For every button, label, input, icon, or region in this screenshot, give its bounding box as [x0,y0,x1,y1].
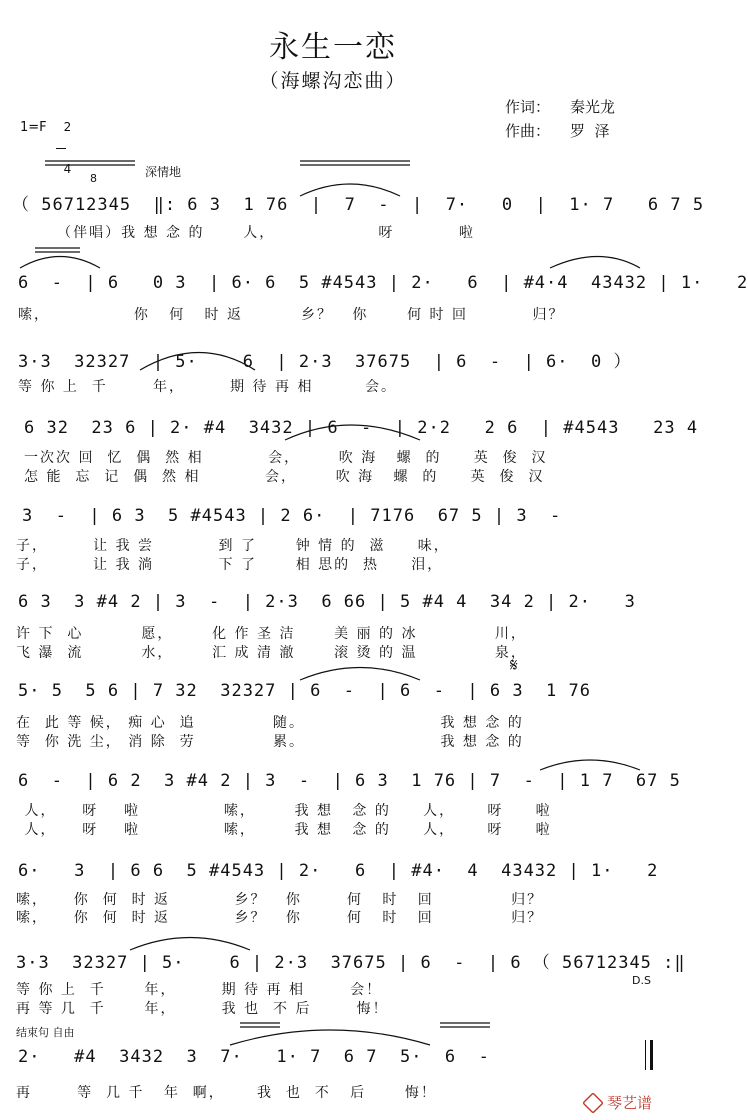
notation-row-10: 3·3 32327 | 5· 6 | 2·3 37675 | 6 - | 6 （ 56712345 :‖ [16,953,686,973]
lyric-row-10-verse-2: 再 等 几 千 年， 我 也 不 后 悔！ [16,1001,389,1017]
lyric-row-10-verse-1: 等 你 上 千 年， 期 待 再 相 会！ [16,982,383,998]
lyric-row-4-verse-2: 怎 能 忘 记 偶 然 相 会， 吹 海 螺 的 英 俊 汉 [24,469,545,485]
slur [285,425,420,440]
slur [300,668,420,681]
lyric-row-1-verse-1: （伴唱）我 想 念 的 人， 呀 啦 [12,225,475,241]
lyric-row-6-verse-1: 许 下 心 愿， 化 作 圣 洁 美 丽 的 冰 川， [16,626,527,642]
time-signature-bottom: 4 [63,162,72,176]
slur [540,760,640,770]
key-signature: 1=F [20,120,47,135]
notation-row-11: 2· #4 3432 3 7· 1· 7 6 7 5· 6 - [18,1047,490,1067]
notation-row-6: 6 3 3 #4 2 | 3 - | 2·3 6 66 | 5 #4 4 34 2 | 2· 3 [18,592,636,612]
dal-segno-mark: D.S [632,974,651,987]
notation-row-8: 6 - | 6 2 3 #4 2 | 3 - | 6 3 1 76 | 7 - | 1 7 67 5 [18,771,681,791]
slur [20,257,100,269]
slur [550,257,640,269]
ending-label: 结束句 自由 [16,1026,75,1039]
site-logo [572,1074,652,1115]
composer-name: 罗 泽 [570,122,610,140]
lyric-row-11-verse-1: 再 等 几 千 年 啊， 我 也 不 后 悔！ [16,1085,437,1101]
expression-mark: 深情地 [145,165,182,179]
lyricist-label: 作词： [505,98,551,116]
segno-icon: 𝄋 [510,655,518,676]
lyric-row-9-verse-2: 嗦， 你 何 时 返 乡？ 你 何 时 回 归？ [16,910,544,926]
lyric-row-7-verse-1: 在 此 等 候， 痴 心 追 随。 我 想 念 的 [16,715,524,731]
logo-icon [582,1092,604,1114]
notation-row-3: 3·3 32327 | 5· 6 | 2·3 37675 | 6 - | 6· 0 ） [18,352,632,372]
notation-row-7: 5· 5 5 6 | 7 32 32327 | 6 - | 6 - | 6 3 1 76 [18,681,591,701]
lyric-row-8-verse-1: 人， 呀 啦 嗦， 我 想 念 的 人， 呀 啦 [18,803,552,819]
lyric-row-6-verse-2: 飞 瀑 流 水， 汇 成 清 澈 滚 烫 的 温 泉， [16,645,527,661]
lyric-row-4-verse-1: 一次次 回 忆 偶 然 相 会， 吹 海 螺 的 英 俊 汉 [24,450,548,466]
song-title: 永生一恋 [269,30,397,65]
slur [140,353,255,371]
notation-row-1: （ 56712345 ‖: 6 3 1 76 | 7 - | 7· 0 | 1· 7 6 7 5 [12,195,705,215]
notation-row-4: 6 32 23 6 | 2· #4 3432 | 6 - | 2·2 2 6 | #4543 23 4 [24,418,699,438]
lyricist-name: 秦光龙 [570,98,616,116]
lyric-row-9-verse-1: 嗦， 你 何 时 返 乡？ 你 何 时 回 归？ [16,892,544,908]
slur [300,184,400,196]
song-subtitle: （海螺沟恋曲） [259,70,407,92]
octave-mark: 8 [90,172,97,185]
lyric-row-8-verse-2: 人， 呀 啦 嗦， 我 想 念 的 人， 呀 啦 [18,822,552,838]
slur [230,1030,430,1045]
slur [130,938,250,951]
lyric-row-2-verse-1: 嗦， 你 何 时 返 乡？ 你 何 时 回 归？ [18,307,565,323]
notation-row-9: 6· 3 | 6 6 5 #4543 | 2· 6 | #4· 4 43432 | 1· 2 [18,861,659,881]
lyric-row-5-verse-1: 子， 让 我 尝 到 了 钟 情 的 滋 味， [16,538,450,554]
lyric-row-3-verse-1: 等 你 上 千 年， 期 待 再 相 会。 [18,379,398,395]
lyric-row-7-verse-2: 等 你 洗 尘， 消 除 劳 累。 我 想 念 的 [16,734,524,750]
notation-row-2: 6 - | 6 0 3 | 6· 6 5 #4543 | 2· 6 | #4·4 43432 | 1· 2 [18,273,748,293]
time-signature-top: 2 [63,120,72,134]
notation-row-5: 3 - | 6 3 5 #4543 | 2 6· | 7176 67 5 | 3 - [22,506,562,526]
lyric-row-5-verse-2: 子， 让 我 淌 下 了 相 思的 热 泪， [16,557,444,573]
composer-label: 作曲： [505,122,551,140]
logo-text: 琴艺谱 [606,1093,652,1112]
